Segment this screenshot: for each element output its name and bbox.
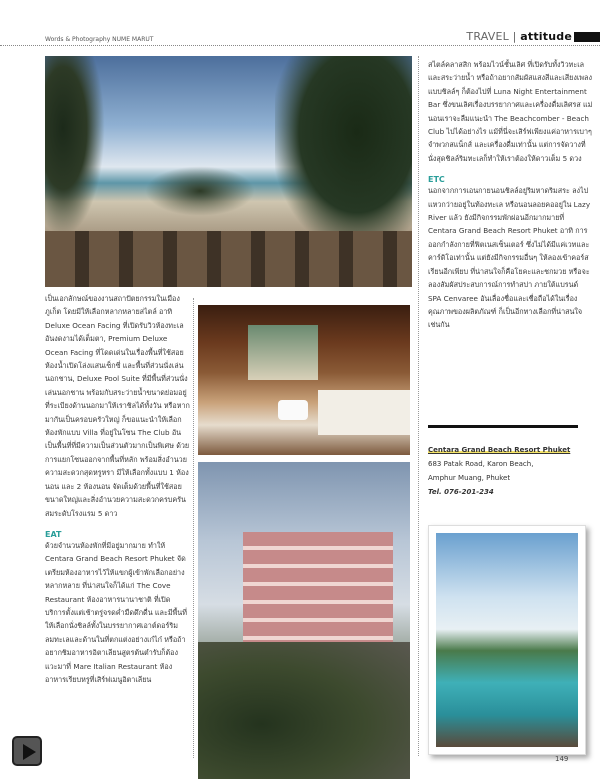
header-divider — [0, 45, 600, 46]
etc-heading: ETC — [428, 175, 445, 185]
section-name: TRAVEL — [466, 30, 509, 43]
section-label — [466, 30, 572, 43]
etc-paragraph: นอกจากการเอนกายนอนชิลล์อยู่ริมหาดริมสระ ลงไปแหวกว่ายอยู่ในท้องทะเล หรือนอนลอยคออยู่ใน Lazy River แล้ว ยังมีกิจกรรมพักผ่อนอีกมากมายที่ Centara Grand Beach Resort Phuket อาทิ การออกกำลังกายที่ฟิตเนสเซ็นเตอร์ ซึ่งไม่ได้มีแค่เวทและคาร์ดิโอเท่านั้น แต่ยังมีกิจกรรมอื่นๆ ให้ลองเข้าคอร์สเรียนอีกเพียบ ที่น่าสนใจก็คือโยคะและชกมวย หรือจะลองสัมผัสประสบการณ์การทำสปา ภายใต้แบรนด์ SPA Cenvaree อันเลื่องชื่อและเชื่อถือได้ในเรื่องคุณภาพของผลิตภัณฑ์ ก็เป็นอีกทางเลือกที่น่าสนใจเช่นกัน — [428, 186, 591, 330]
hotel-address: 683 Patak Road, Karon Beach, Amphur Muang, Phuket — [428, 460, 534, 482]
play-button[interactable] — [12, 736, 42, 766]
hotel-name: Centara Grand Beach Resort Phuket — [428, 446, 571, 454]
hotel-phone: Tel. 076-201-234 — [428, 488, 494, 496]
photo-credit: Words & Photography NUME MARUT — [45, 36, 154, 43]
beach-photo — [45, 56, 412, 287]
dining-paragraph: สไตล์คลาสสิก พร้อมไวน์ชั้นเลิศ ที่เปิดรับทั้งวิวทะเลและสระว่ายน้ำ หรือถ้าอยากสัมผัสแสงสีและเสียงเพลงแบบชิลล์ๆ ก็ต้องไปที่ Luna Night Entertainment Bar ซึ่งขนเลิศเรื่องบรรยากาศและเครื่องดื่มเลิศรส แม่นอนเราจะลืมแนะนำ The Beachcomber - Beach Club ไปได้อย่างไร แม้ที่นี่จะเสิร์ฟเพียงแค่อาหารเบาๆ จำพวกสแน็กส์ และเครื่องดื่มเท่านั้น แต่การจัดวางที่นั่งสุดชิลล์ริมทะเลก็ทำให้เราต้องให้ดาวเต็ม 5 ดวง — [428, 60, 593, 163]
hotel-photo — [198, 462, 410, 779]
pool-photo — [428, 525, 586, 755]
column-divider-left — [193, 298, 194, 758]
contact-box — [428, 443, 593, 499]
eat-heading: EAT — [45, 529, 62, 539]
left-column — [45, 292, 190, 686]
right-column — [428, 58, 593, 332]
accommodation-paragraph: เป็นเอกลักษณ์ของงานสถาปัตยกรรมในเมืองภูเก็ต โดยมีให้เลือกหลากหลายสไตล์ อาทิ Deluxe Ocean Facing ที่เปิดรับวิวห้องทะเลอันงดงามได้เต็มตา, Premium Deluxe Ocean Facing ที่โดดเด่นในเรื่องพื้นที่ใช้สอย ห้องน้ำเปิดโล่งแสนเซ็กซี่ และพื้นที่ส่วนนั่งเล่นนอกชาน, Deluxe Pool Suite ที่มีพื้นที่ส่วนนั่งเล่นนอกชาน พร้อมกับสระว่ายน้ำขนาดย่อมอยู่ที่ระเบียงด้านนอกมาให้เราชิลได้ทั้งวัน หรือหากมากันเป็นครอบครัวใหญ่ ก็ขอแนะนำให้เลือกห้องพักแบบ Villa ที่อยู่ในโซน The Club อันเป็นพื้นที่ที่มีความเป็นส่วนตัวมากเป็นพิเศษ ด้วยการแยกโซนออกจากพื้นที่หลัก พร้อมสิ่งอำนวยความสะดวกสุดหรูหรา มีให้เลือกทั้งแบบ 1 ห้องนอน และ 2 ห้องนอน จัดเต็มด้วยพื้นที่ใช้สอยขนาดใหญ่และสิ่งอำนวยความสะดวกครบครัน สมระดับโรงแรม 5 ดาว — [45, 294, 190, 518]
column-divider-right — [418, 56, 419, 756]
room-photo — [198, 305, 410, 455]
section-tab — [574, 32, 600, 42]
contact-rule — [428, 425, 578, 428]
eat-paragraph: ด้วยจำนวนห้องพักที่มีอยู่มากมาย ทำให้ Centara Grand Beach Resort Phuket จัดเตรียมห้องอาหารไว้ให้แขกผู้เข้าพักเลือกอย่างหลากหลาย ที่น่าสนใจก็ได้แก่ The Cove Restaurant ห้องอาหารนานาชาติ ที่เปิดบริการตั้งแต่เช้าตรู่จรดค่ำมืดดึกดื่น และมีพื้นที่ให้เลือกนั่งชิลล์ทั้งในบรรยากาศเอาต์ดอร์ริมลมทะเลและด้านในที่ตกแต่งอย่างเก๋ไก๋ หรือถ้าอยากชิมอาหารอิตาเลียนสูตรต้นตำรับก็ต้องแวะมาที่ Mare Italian Restaurant ห้องอาหารเรียบหรูที่เสิร์ฟเมนูอิตาเลียน — [45, 540, 187, 684]
page-number: 149 — [555, 755, 569, 763]
section-sub: attitude — [520, 30, 572, 43]
section-separator: | — [508, 30, 521, 43]
